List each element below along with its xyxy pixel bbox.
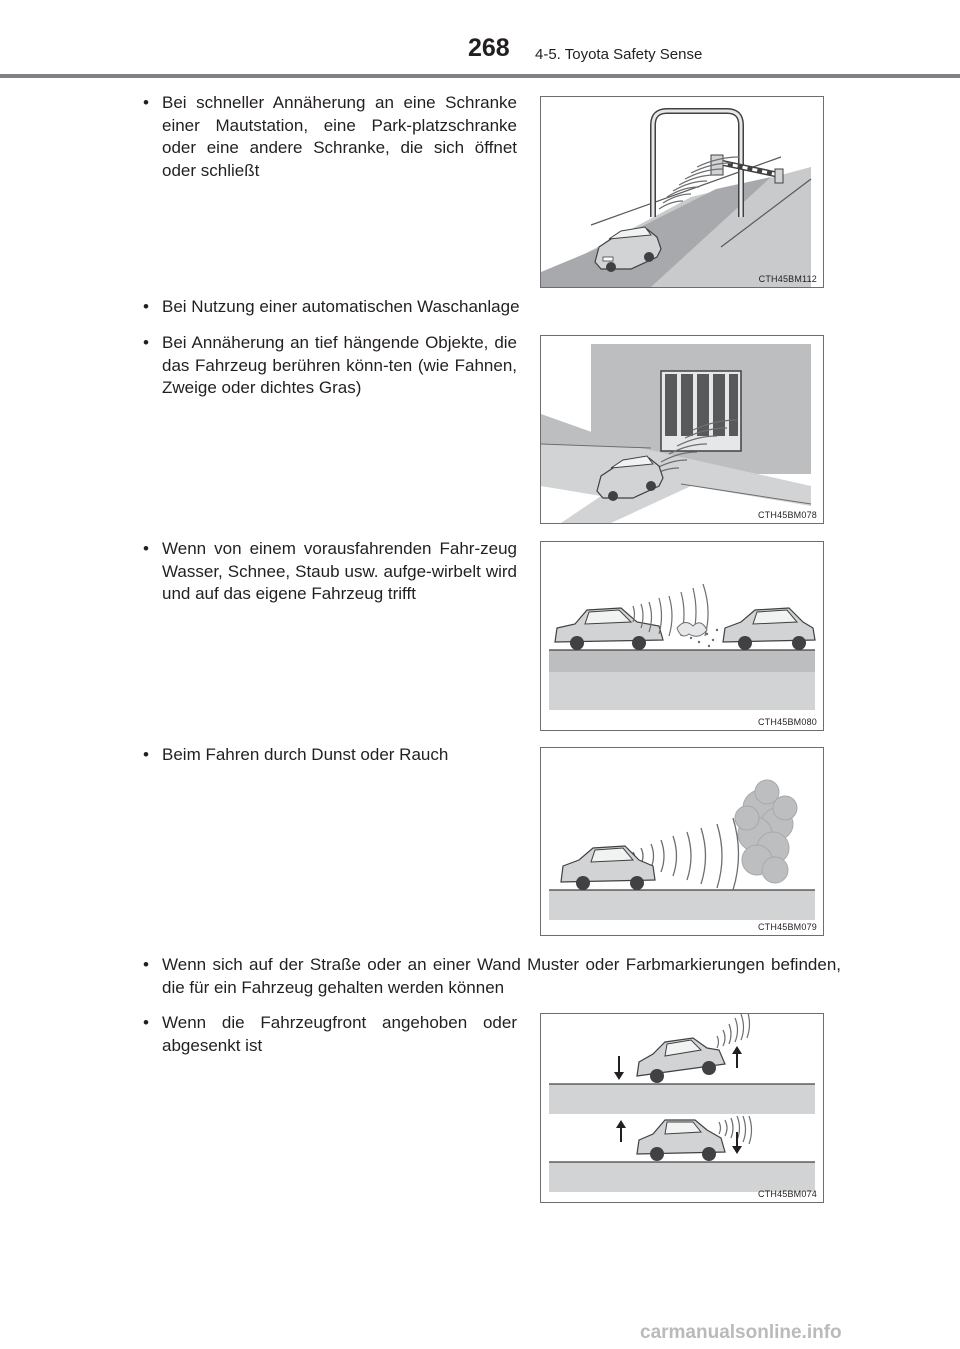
list-item	[148, 296, 841, 319]
list-item-text: • Wenn von einem vorausfahrenden Fahr-zeug Wasser, Schnee, Staub usw. aufge-wirbelt wird und auf das eigene Fahrzeug trifft	[162, 539, 517, 603]
list-item-text: • Bei Nutzung einer automatischen Waschanlage	[162, 297, 520, 316]
list-item-text: • Wenn die Fahrzeugfront angehoben oder abgesenkt ist	[162, 1013, 517, 1055]
list-item-text: • Wenn sich auf der Straße oder an einer Wand Muster oder Farbmarkierungen befinden, die für ein Fahrzeug gehalten werden können	[162, 955, 841, 997]
smoke-drawing	[541, 748, 823, 935]
list-item	[148, 954, 841, 999]
list-item-text: • Bei Annäherung an tief hängende Objekte, die das Fahrzeug berühren könn-ten (wie Fahnen, Zweige oder dichtes Gras)	[162, 333, 517, 397]
list-item	[148, 1012, 517, 1057]
arrow-down-icon	[732, 1132, 742, 1154]
figure-code: CTH45BM080	[757, 717, 817, 727]
spray-drawing	[541, 542, 823, 730]
figure-code: CTH45BM074	[757, 1189, 817, 1199]
car-icon	[637, 1120, 725, 1161]
illustration-raised-lowered-front	[540, 1013, 824, 1203]
section-title: 4-5. Toyota Safety Sense	[535, 46, 703, 63]
car-wash-drawing	[541, 336, 823, 523]
page-number: 268	[468, 34, 510, 62]
watermark-text: carmanualsonline.info	[640, 1322, 842, 1343]
car-icon	[723, 608, 815, 650]
illustration-smoke	[540, 747, 824, 936]
illustration-toll-barrier	[540, 96, 824, 288]
arrow-up-icon	[732, 1046, 742, 1068]
illustration-car-wash	[540, 335, 824, 524]
list-item	[148, 92, 517, 182]
list-item	[148, 538, 517, 606]
figure-code: CTH45BM079	[757, 922, 817, 932]
car-icon	[561, 846, 655, 890]
figure-code: CTH45BM112	[758, 274, 817, 284]
illustration-spray-from-vehicle	[540, 541, 824, 731]
car-icon	[637, 1038, 725, 1083]
list-item-text: • Bei schneller Annäherung an eine Schranke einer Mautstation, eine Park-platzschranke oder eine andere Schranke, die sich öffnet oder schließt	[162, 93, 517, 180]
list-item	[148, 744, 517, 767]
arrow-up-icon	[616, 1120, 626, 1142]
list-item-text: • Beim Fahren durch Dunst oder Rauch	[162, 745, 449, 764]
figure-code: CTH45BM078	[757, 510, 817, 520]
list-item	[148, 332, 517, 400]
car-icon	[555, 608, 663, 650]
toll-barrier-drawing	[541, 97, 823, 287]
header-rule	[0, 74, 960, 78]
raised-lowered-drawing	[541, 1014, 823, 1202]
arrow-down-icon	[614, 1056, 624, 1080]
page-header	[0, 0, 960, 80]
